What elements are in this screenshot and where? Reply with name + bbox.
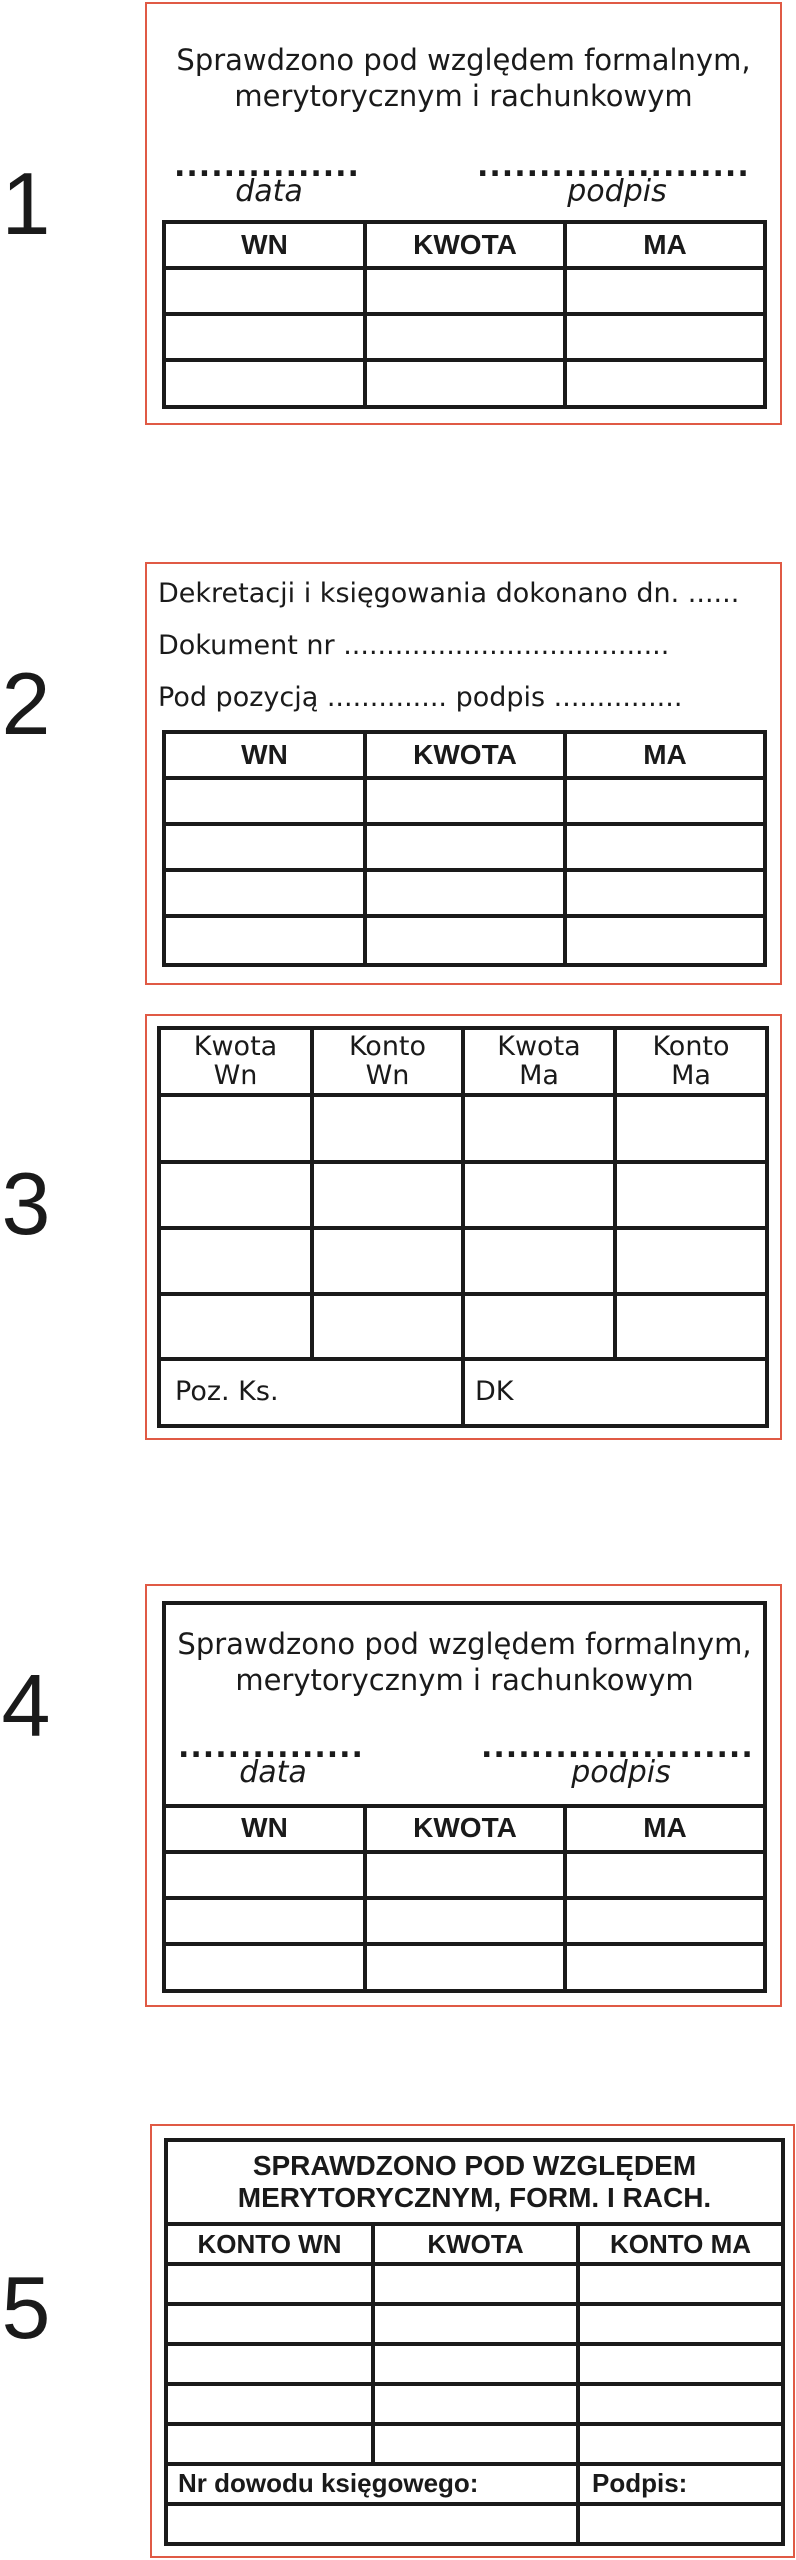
stamp-3-col-kwota-ma-line2: Ma xyxy=(519,1060,559,1091)
stamp-4-col-kwota: KWOTA xyxy=(413,1812,517,1843)
stamp-1-title-line2: merytorycznym i rachunkowym xyxy=(234,79,693,113)
stamp-4-sign-dots: ...................... xyxy=(481,1733,754,1763)
label-4: 4 xyxy=(1,1656,51,1755)
stamp-3-footer-dk: DK xyxy=(475,1376,514,1407)
stamp-4-date-dots: ............... xyxy=(178,1733,364,1763)
stamp-5-table xyxy=(164,2138,785,2546)
stamp-5-footer-nr-dowodu: Nr dowodu księgowego: xyxy=(178,2468,479,2498)
stamp-5-title-line2: MERYTORYCZNYM, FORM. I RACH. xyxy=(237,2182,712,2213)
stamp-5 xyxy=(150,2124,795,2558)
stamp-3-col-kwota-wn-line2: Wn xyxy=(213,1060,258,1091)
stamp-3-col-kwota-ma-line1: Kwota xyxy=(497,1031,581,1062)
stamp-5-col-konto-wn: KONTO WN xyxy=(197,2229,342,2259)
stamp-4-title-line1: Sprawdzono pod względem formalnym, xyxy=(177,1627,752,1661)
stamp-1-sign-label: podpis xyxy=(567,174,667,209)
stamp-1-col-ma: MA xyxy=(643,229,687,260)
stamp-4-sign-label: podpis xyxy=(571,1755,671,1790)
stamp-2 xyxy=(145,562,782,985)
stamp-1-col-kwota: KWOTA xyxy=(413,229,517,260)
stamp-5-title-line1: SPRAWDZONO POD WZGLĘDEM xyxy=(252,2150,697,2181)
stamp-1-date-label: data xyxy=(235,174,303,209)
label-2: 2 xyxy=(1,654,51,753)
label-5: 5 xyxy=(1,2258,51,2357)
stamp-3-footer-poz-ks: Poz. Ks. xyxy=(175,1376,279,1407)
stamp-2-line3: Pod pozycją .............. podpis ............... xyxy=(158,682,683,713)
label-1: 1 xyxy=(1,154,51,253)
stamp-3-col-konto-wn-line2: Wn xyxy=(365,1060,410,1091)
stamp-5-footer-podpis: Podpis: xyxy=(592,2468,688,2498)
stamp-1-sign-dots: ...................... xyxy=(477,152,750,182)
stamp-2-col-kwota: KWOTA xyxy=(413,739,517,770)
stamp-2-line2: Dokument nr ...................................... xyxy=(158,630,670,661)
stamp-3-col-konto-ma-line2: Ma xyxy=(671,1060,711,1091)
stamp-4-col-ma: MA xyxy=(643,1812,687,1843)
stamp-2-line1: Dekretacji i księgowania dokonano dn. ...... xyxy=(158,578,740,609)
stamp-3-col-konto-wn-line1: Konto xyxy=(348,1031,427,1062)
stamp-5-col-konto-ma: KONTO MA xyxy=(609,2229,752,2259)
stamp-1 xyxy=(145,2,782,425)
stamp-5-col-kwota: KWOTA xyxy=(427,2229,524,2259)
stamp-2-col-wn: WN xyxy=(241,739,288,770)
label-3: 3 xyxy=(1,1154,51,1253)
stamp-4-col-wn: WN xyxy=(241,1812,288,1843)
stamp-1-title-line1: Sprawdzono pod względem formalnym, xyxy=(176,43,751,77)
stamp-4 xyxy=(145,1584,782,2007)
stamp-3-table xyxy=(157,1026,769,1428)
stamp-4-inner xyxy=(162,1601,767,1993)
stamp-3-col-kwota-wn-line1: Kwota xyxy=(193,1031,278,1062)
stamp-3-col-konto-ma-line1: Konto xyxy=(652,1031,730,1062)
stamp-4-date-label: data xyxy=(239,1755,307,1790)
stamp-2-col-ma: MA xyxy=(643,739,687,770)
stamp-1-date-dots: ............... xyxy=(174,152,360,182)
stamp-1-table xyxy=(162,220,767,409)
stamp-1-col-wn: WN xyxy=(241,229,288,260)
stamp-2-table xyxy=(162,730,767,967)
stamp-3 xyxy=(145,1014,782,1440)
stamp-4-title-line2: merytorycznym i rachunkowym xyxy=(235,1663,694,1697)
